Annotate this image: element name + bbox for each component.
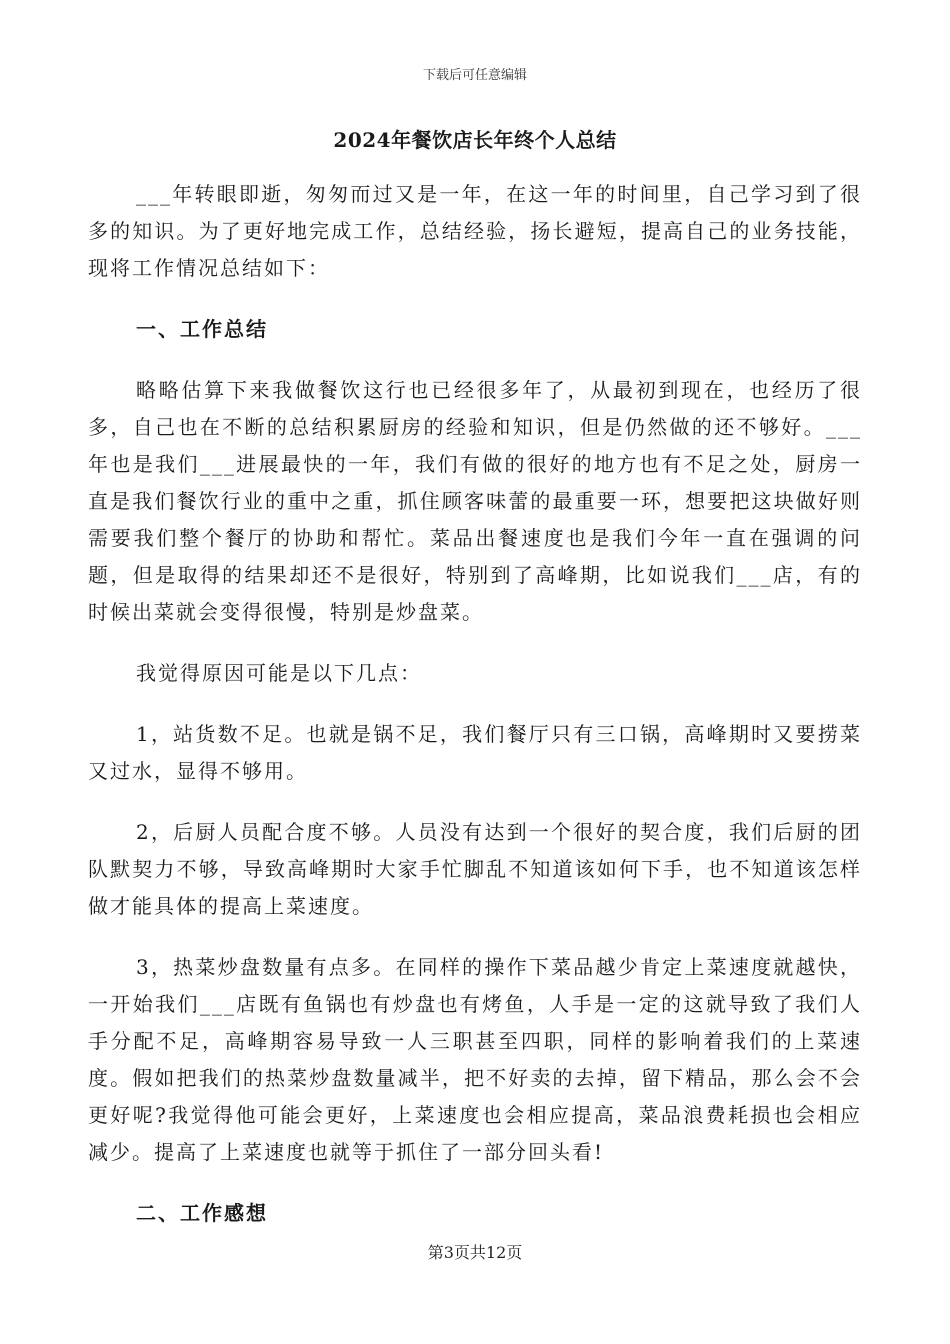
reason-item-3: 3，热菜炒盘数量有点多。在同样的操作下菜品越少肯定上菜速度就越快，一开始我们___店既有鱼锅也有炒盘也有烤鱼，人手是一定的这就导致了我们人手分配不足，高峰期容易导致一人三职甚至四职，同样的影响着我们的上菜速度。假如把我们的热菜炒盘数量减半，把不好卖的去掉，留下精品，那么会不会更好呢?我觉得他可能会更好，上菜速度也会相应提高，菜品浪费耗损也会相应减少。提高了上菜速度也就等于抓住了一部分回头看! bbox=[88, 955, 862, 1164]
reasons-intro-paragraph: 我觉得原因可能是以下几点： bbox=[136, 661, 422, 685]
document-title: 2024年餐饮店长年终个人总结 bbox=[333, 128, 617, 152]
header-note: 下载后可任意编辑 bbox=[422, 68, 527, 83]
document-body bbox=[88, 176, 862, 1256]
summary-paragraph: 略略估算下来我做餐饮这行也已经很多年了，从最初到现在，也经历了很多，自己也在不断的总结积累厨房的经验和知识，但是仍然做的还不够好。___年也是我们___进展最快的一年，我们有做的很好的地方也有不足之处，厨房一直是我们餐饮行业的重中之重，抓住顾客味蕾的最重要一环，想要把这块做好则需要我们整个餐厅的协助和帮忙。菜品出餐速度也是我们今年一直在强调的问题，但是取得的结果却还不是很好，特别到了高峰期，比如说我们___店，有的时候出菜就会变得很慢，特别是炒盘菜。 bbox=[88, 378, 862, 624]
section-heading-work-summary: 一、工作总结 bbox=[136, 317, 268, 341]
intro-paragraph: ___年转眼即逝，匆匆而过又是一年，在这一年的时间里，自己学习到了很多的知识。为了更好地完成工作，总结经验，扬长避短，提高自己的业务技能，现将工作情况总结如下： bbox=[88, 182, 862, 280]
page-number-footer: 第3页共12页 bbox=[427, 1243, 523, 1262]
reason-item-2: 2，后厨人员配合度不够。人员没有达到一个很好的契合度，我们后厨的团队默契力不够，导致高峰期时大家手忙脚乱不知道该如何下手，也不知道该怎样做才能具体的提高上菜速度。 bbox=[88, 820, 862, 918]
reason-item-1: 1，站货数不足。也就是锅不足，我们餐厅只有三口锅，高峰期时又要捞菜又过水，显得不够用。 bbox=[88, 722, 862, 783]
section-heading-work-thoughts: 二、工作感想 bbox=[136, 1201, 268, 1225]
